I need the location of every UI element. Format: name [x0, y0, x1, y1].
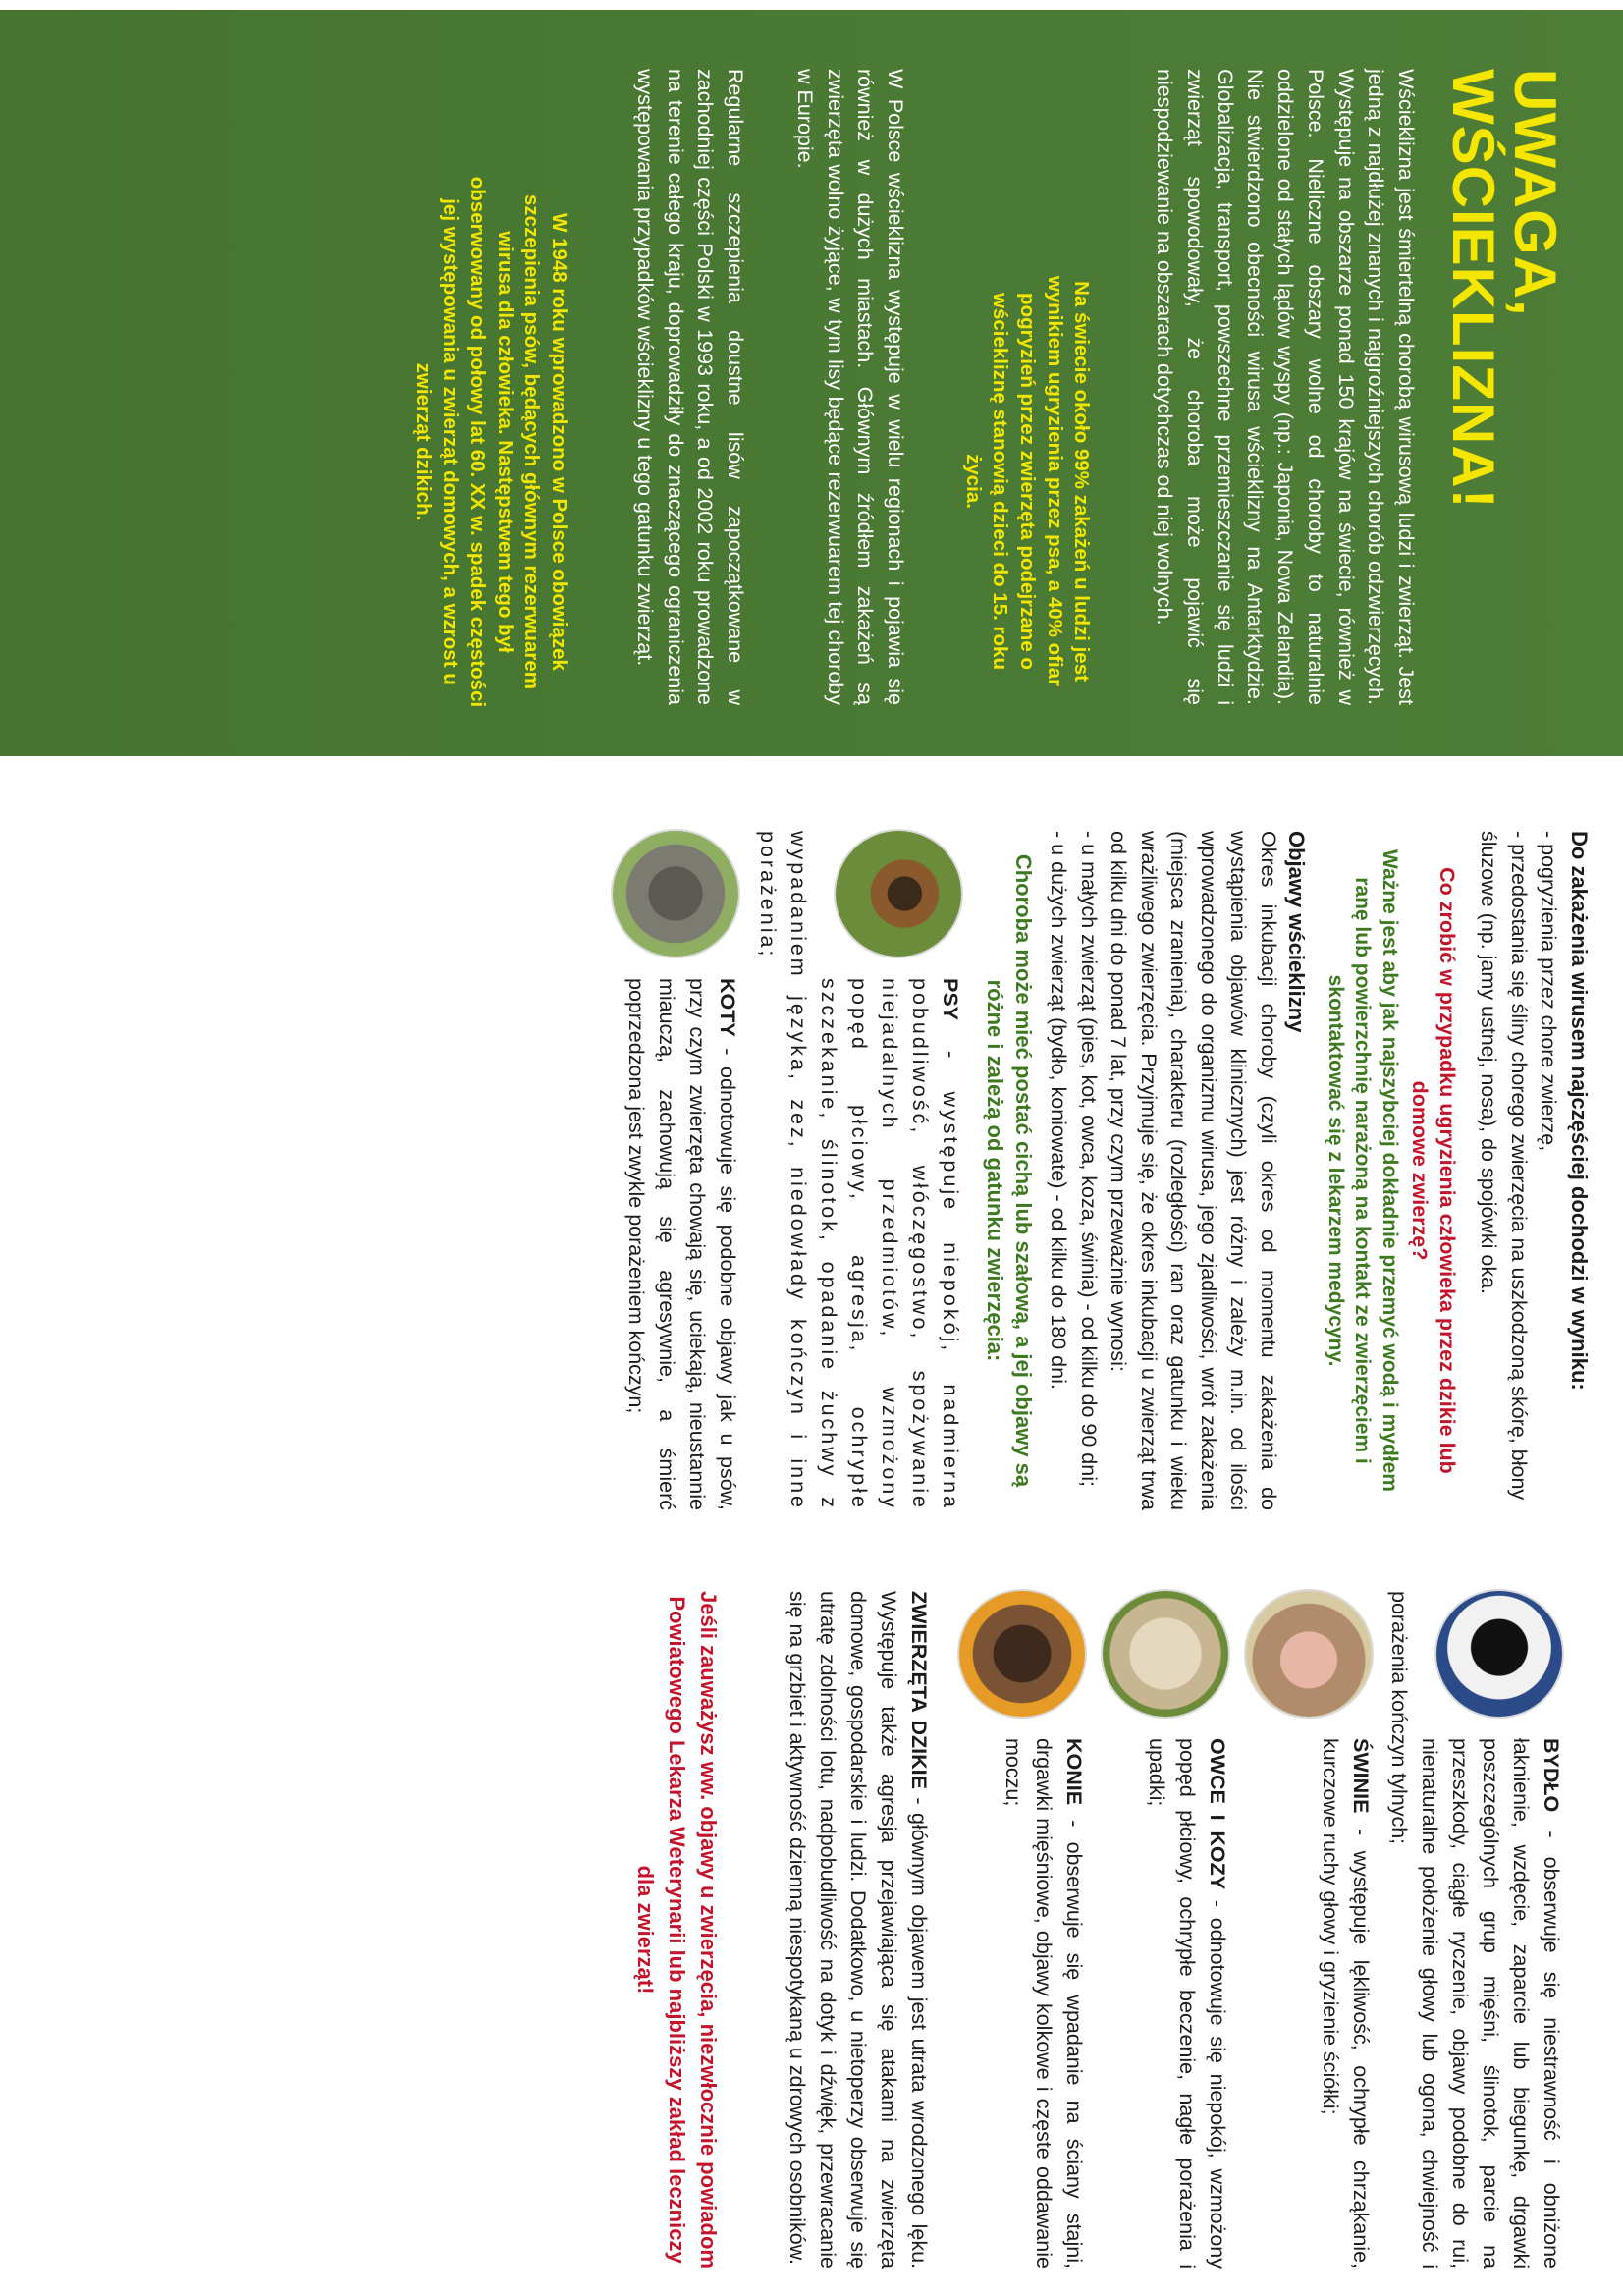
sheep-photo-icon	[1103, 1591, 1228, 1717]
cow-photo-icon	[1436, 1591, 1562, 1717]
poland-paragraph: W Polsce wścieklizna występuje w wielu regionach i pojawia się również w dużych miastach. Głównym źródłem zakażeń są zwierzęta wolno żyjące, w tym lisy będące rezerwuarem tej choroby w Europie.	[792, 69, 908, 705]
middle-panel	[0, 776, 1623, 1542]
sheep-goats-label: OWCE I KOZY	[1206, 1738, 1230, 1890]
right-panel	[0, 1557, 1623, 2288]
cattle-label: BYDŁO	[1540, 1738, 1563, 1813]
cat-photo-icon	[613, 831, 738, 957]
cats-section	[621, 831, 742, 1510]
infection-heading: Do zakażenia wirusem najczęściej dochodzi w wyniku:	[1567, 831, 1592, 1391]
list-item: - u dużych zwierząt (bydło, koniowate) - od kilku do 180 dni.	[1047, 831, 1071, 1390]
incubation-list	[1044, 831, 1104, 1510]
dog-photo-icon	[836, 831, 961, 957]
horses-section	[998, 1591, 1089, 2269]
dogs-section	[752, 831, 965, 1510]
bite-advice: Ważne jest aby jak najszybciej dokładnie przemyć wodą i mydłem ranę lub powierzchnię narażoną na kontakt ze zwierzęciem i skontaktować się z lekarzem medycyny.	[1325, 849, 1401, 1492]
intro-paragraph: Wścieklizna jest śmiertelną chorobą wirusową ludzi i zwierząt. Jest jedną z najdłużej znanych i najgroźniejszych chorób odzwierzęcych. Występuje na obszarze ponad 150 krajów na świecie, również w Polsce. Nieliczne obszary wolne od choroby to naturalnie oddzielone od stałych lądów wyspy (np.: Japonia, Nowa Zelandia). Nie stwierdzono obecności wirusa wścieklizny na Antarktydzie. Globalizacja, transport, powszechne przemieszczanie się ludzi i zwierząt spowodowały, że choroba może pojawić się niespodziewanie na obszarach dotychczas od niej wolnych.	[1153, 69, 1418, 705]
dog-bite-fact: Na świecie około 99% zakażeń u ludzi jest wynikiem ugryzienia przez psa, a 40% ofiar pogryzień przez zwierzęta podejrzane o wściekliznę stanowią dzieci do 15. roku życia.	[961, 275, 1094, 687]
horse-photo-icon	[959, 1591, 1085, 1717]
vaccination-history-fact: W 1948 roku wprowadzono w Polsce obowiązek szczepienia psów, będących głównym rezerwuarem wirusa dla człowieka. Następstwem tego był obserwowany od połowy lat 60. XX w. spadek częstości jej występowania u zwierząt domowych, a wzrost u zwierząt dzikich.	[411, 176, 571, 708]
cattle-text: - obserwuje się niestrawność i obniżone łaknienie, wzdęcie, zaparcie lub biegunkę, drgawki poszczególnych grup mięśni, ślinotok, parcie na przeszkody, ciągłe ryczenie, objawy podobne do rui, nienaturalne położenie głowy lub ogona, chwiejność i porażenia kończyn tylnych;	[1387, 1591, 1563, 2269]
sheep-goats-section	[1141, 1591, 1232, 2269]
horses-text: - obserwuje się wpadanie na ściany stajni, drgawki mięśniowe, objawy kolkowe i częste oddawanie moczu;	[1001, 1738, 1087, 2269]
pigs-section	[1315, 1591, 1376, 2269]
wild-animals-section	[783, 1591, 935, 2269]
green-panel	[0, 10, 1623, 756]
list-item: - u małych zwierząt (pies, kot, owca, koza, świnia) - od kilku do 90 dni;	[1076, 831, 1101, 1487]
wild-description	[783, 1591, 935, 2269]
pig-photo-icon	[1246, 1591, 1372, 1717]
wild-label: ZWIERZĘTA DZIKIE	[907, 1591, 932, 1789]
page-title: UWAGA, WŚCIEKLIZNA!	[1440, 69, 1568, 510]
pigs-label: ŚWINIE	[1349, 1738, 1374, 1814]
sheep-goats-text: - odnotowuje się niepokój, wzmożony popęd płciowy, ochrypłe beczenie, nagłe porażenia i upadki;	[1145, 1738, 1230, 2269]
dogs-text: - występuje niepokój, nadmierna pobudliwość, włóczęgostwo, spożywanie niejadalnych przedmiotów, wzmożony popęd płciowy, agresja, ochrypłe szczekanie, ślinotok, opadanie żuchwy z wypadaniem języka, zez, niedowłady kończyn i inne porażenia;	[755, 831, 962, 1510]
symptoms-heading: Objawy wścieklizny	[1283, 831, 1309, 1033]
list-item: - pogryzienia przez chore zwierzę,	[1537, 831, 1561, 1152]
vaccination-paragraph: Regularne szczepienia doustne lisów zapoczątkowane w zachodniej części Polski w 1993 roku, a od 2002 roku prowadzone na terenie całego kraju, doprowadziły do znaczącego ograniczenia występowania przypadków wścieklizny u tego gatunku zwierząt.	[632, 69, 748, 705]
forms-heading: Choroba może mieć postać cichą lub szałową, a jej objawy są różne i zależą od gatunku zwierzęcia:	[982, 853, 1036, 1488]
pigs-text: - występuje lękliwość, ochrypłe chrząkanie, kurczowe ruchy głowy i gryzienie ściółki;	[1319, 1738, 1374, 2269]
bite-question: Co zrobić w przypadku ugryzienia człowieka przez dzikie lub domowe zwierzę?	[1407, 867, 1459, 1474]
infection-list	[1474, 831, 1564, 1510]
cats-label: KOTY	[716, 978, 740, 1037]
horses-label: KONIE	[1062, 1738, 1087, 1806]
dogs-label: PSY	[938, 978, 962, 1021]
final-call-to-action: Jeśli zauważysz ww. objawy u zwierzęcia, niezwłocznie powiadom Powiatowego Lekarza Weterynarii lub najbliższy zakład leczniczy dla zwierząt!	[632, 1591, 721, 2269]
symptoms-text: Okres inkubacji choroby (czyli okres od momentu zakażenia do wystąpienia objawów klinicznych) jest różny i zależy m.in. od ilości wprowadzonego do organizmu wirusa, jego zjadliwości, wrót zakażenia (miejsca zranienia), charakteru (rozległości) ran oraz gatunku i wieku wrażliwego zwierzęcia. Przyjmuje się, że okres inkubacji u zwierząt trwa od kilku dni do ponad 7 lat, przy czym przeważnie wynosi:	[1107, 831, 1280, 1510]
cattle-section	[1383, 1591, 1566, 2269]
wild-text: - głównym objawem jest utrata wrodzonego lęku. Występuje także agresja przejawiająca się atakami na zwierzęta domowe, gospodarskie i ludzi. Dodatkowo, u nietoperzy obserwuje się utratę zdolności lotu, nadpobudliwość na dotyk i dźwięk, przewracanie się na grzbiet i aktywność dzienną niespotykaną u zdrowych osobników.	[785, 1591, 932, 2269]
list-item: - przedostania się śliny chorego zwierzęcia na uszkodzoną skórę, błony śluzowe (np. jamy ustnej, nosa), do spojówki oka.	[1477, 831, 1531, 1501]
cats-text: - odnotowuje się podobne objawy jak u psów, przy czym zwierzęta chowają się, uciekają, nieustannie miauczą, zachowują się agresywnie, a śmierć poprzedzona jest zwykle porażeniem kończyn;	[624, 978, 740, 1510]
